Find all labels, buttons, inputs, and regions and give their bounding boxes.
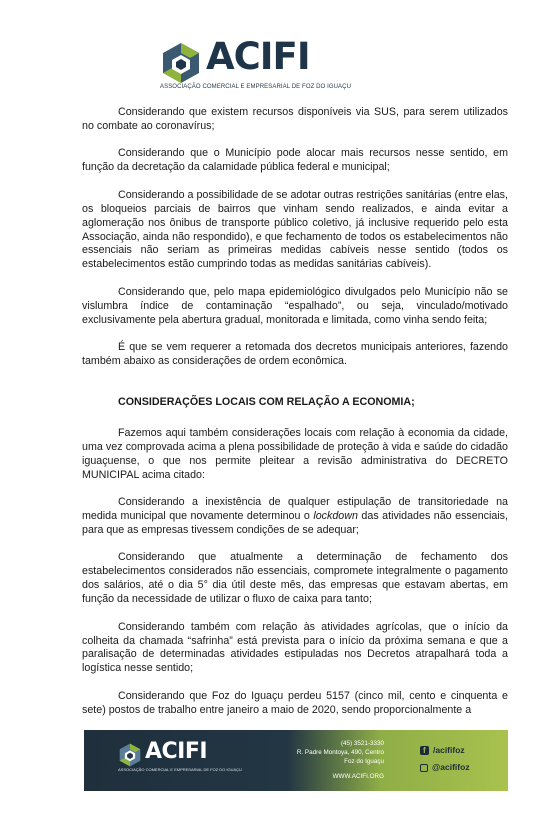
- website-link[interactable]: WWW.ACIFI.ORG: [332, 773, 384, 780]
- paragraph: Fazemos aqui também considerações locais com relação à economia da cidade, uma vez comprovada acima a plena possibilidade de proteção à vida e saúde do cidadão iguaçuense, o que nos permite pleitear a revisão administrativa do DECRETO MUNICIPAL acima citado:: [82, 426, 508, 481]
- facebook-icon: f: [420, 746, 429, 755]
- paragraph: Considerando que atualmente a determinação de fechamento dos estabelecimentos considerados não essenciais, compromete integralmente o pagamento dos salários, até o dia 5° dia útil deste mês, das empresas que estavam abertas, em função da necessidade de utilizar o fluxo de caixa para tanto;: [82, 551, 508, 606]
- paragraph: Considerando que, pelo mapa epidemiológico divulgados pelo Município não se vislumbra índice de contaminação “espalhado”, ou seja, vinculado/motivado exclusivamente pela abertura gradual, monitorada e limitada, como vinha sendo feita;: [82, 285, 508, 326]
- acifi-logo-icon: [118, 743, 142, 767]
- logo-wordmark: ACIFI: [206, 35, 310, 78]
- instagram-icon: [420, 764, 428, 772]
- address-line: R. Padre Montoya, 490, Centro: [296, 749, 384, 756]
- footer-logo-subtitle: ASSOCIAÇÃO COMERCIAL E EMPRESARIAL DE FOZ DO IGUAÇU: [118, 767, 242, 772]
- footer-contact: [284, 739, 384, 781]
- paragraph: Considerando também com relação às atividades agrícolas, que o início da colheita da chamada “safrinha” está prevista para o início da próxima semana e que a paralisação de determinadas atividades estipuladas nos Decretos atrapalhará toda a logística nesse sentido;: [82, 620, 508, 675]
- footer-social: [420, 742, 506, 776]
- paragraph: Considerando a possibilidade de se adotar outras restrições sanitárias (entre elas, os bloqueios parciais de bairros que vinham sendo realizados, e ainda evitar a aglomeração nos ônibus de transporte público coletivo, já inclusive requerido pelo esta Associação, ainda não respondido), e que fechamento de todos os estabelecimentos não essenciais não seriam as primeiras medidas cabíveis nesse sentido (todos os estabelecimentos estão cumprindo todas as medidas sanitárias cabíveis).: [82, 188, 508, 271]
- paragraph: É que se vem requerer a retomada dos decretos municipais anteriores, fazendo também abaixo as considerações de ordem econômica.: [82, 341, 508, 368]
- paragraph: Considerando que Foz do Iguaçu perdeu 5157 (cinco mil, cento e cinquenta e sete) postos de trabalho entre janeiro a maio de 2020, sendo proporcionalmente a: [82, 689, 508, 716]
- instagram-handle: @acififoz: [432, 762, 470, 772]
- paragraph: Considerando que existem recursos disponíveis via SUS, para serem utilizados no combate ao coronavírus;: [82, 106, 508, 132]
- paragraph-text: das atividades não essenciais, para que as empresas tivessem condições de se adequar;: [82, 510, 508, 536]
- document-body: [82, 106, 508, 718]
- paragraph-lockdown: [82, 496, 508, 538]
- acifi-logo-icon: [160, 42, 202, 84]
- address-city: Foz do Iguaçu: [344, 758, 384, 765]
- header-logo: [160, 35, 352, 90]
- footer-logo: [118, 739, 242, 777]
- paragraph-text: Considerando a inexistência de qualquer estipulação de transitoriedade na medida municipal que novamente determinou o: [82, 496, 508, 522]
- footer-wordmark: ACIFI: [145, 739, 208, 764]
- section-heading: CONSIDERAÇÕES LOCAIS COM RELAÇÃO A ECONOMIA;: [118, 395, 415, 408]
- instagram-link[interactable]: [420, 759, 506, 776]
- phone-number: (45) 3521-3330: [340, 740, 384, 747]
- facebook-link[interactable]: [420, 742, 506, 759]
- footer-banner: [84, 730, 508, 791]
- facebook-handle: /acififoz: [433, 745, 465, 755]
- paragraph: Considerando que o Município pode alocar mais recursos nesse sentido, em função da decretação da calamidade pública federal e municipal;: [82, 147, 508, 174]
- logo-subtitle: ASSOCIAÇÃO COMERCIAL E EMPRESARIAL DE FOZ DO IGUAÇU: [160, 84, 352, 90]
- italic-term: lockdown: [313, 510, 358, 522]
